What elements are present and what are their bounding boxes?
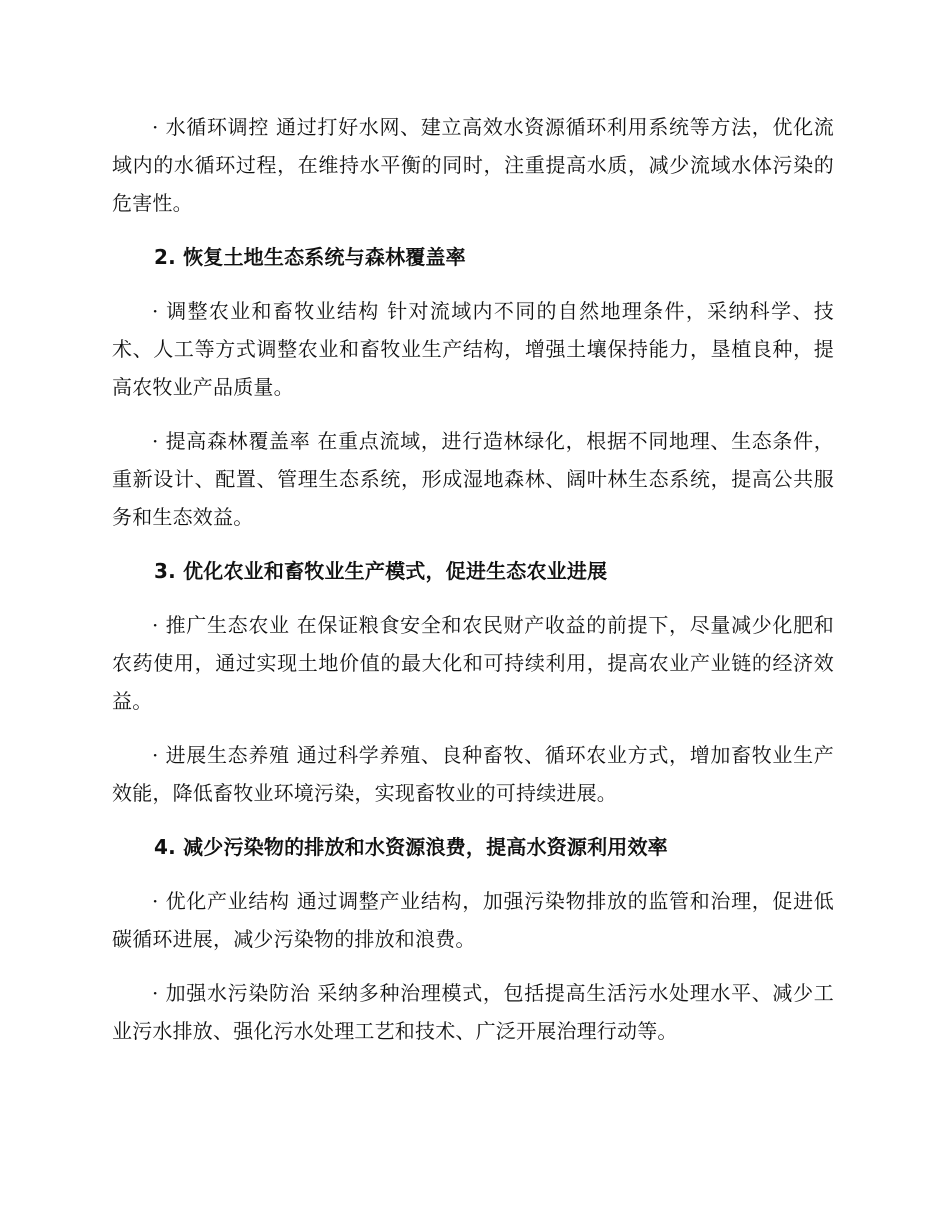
section-heading-2: 2. 恢复土地生态系统与森林覆盖率 [154,245,466,269]
paragraph-water-cycle: · 水循环调控 通过打好水网、建立高效水资源循环利用系统等方法，优化流域内的水循环过程，在维持水平衡的同时，注重提高水质，减少流域水体污染的危害性。 [112,115,834,215]
paragraph-water-pollution: · 加强水污染防治 采纳多种治理模式，包括提高生活污水处理水平、减少工业污水排放、强化污水处理工艺和技术、广泛开展治理行动等。 [112,981,834,1043]
paragraph-industry-structure: · 优化产业结构 通过调整产业结构，加强污染物排放的监管和治理，促进低碳循环进展，减少污染物的排放和浪费。 [112,889,834,951]
paragraph-eco-breeding: · 进展生态养殖 通过科学养殖、良种畜牧、循环农业方式，增加畜牧业生产效能，降低畜牧业环境污染，实现畜牧业的可持续进展。 [112,743,834,805]
section-heading-3: 3. 优化农业和畜牧业生产模式，促进生态农业进展 [154,559,608,583]
paragraph-forest-coverage: · 提高森林覆盖率 在重点流域，进行造林绿化，根据不同地理、生态条件，重新设计、配置、管理生态系统，形成湿地森林、阔叶林生态系统，提高公共服务和生态效益。 [112,429,834,529]
section-heading-4: 4. 减少污染物的排放和水资源浪费，提高水资源利用效率 [154,835,668,859]
paragraph-eco-agriculture: · 推广生态农业 在保证粮食安全和农民财产收益的前提下，尽量减少化肥和农药使用，通过实现土地价值的最大化和可持续利用，提高农业产业链的经济效益。 [112,613,834,713]
paragraph-agri-structure: · 调整农业和畜牧业结构 针对流域内不同的自然地理条件，采纳科学、技术、人工等方式调整农业和畜牧业生产结构，增强土壤保持能力，垦植良种，提高农牧业产品质量。 [112,299,834,399]
document-page [112,108,834,1066]
